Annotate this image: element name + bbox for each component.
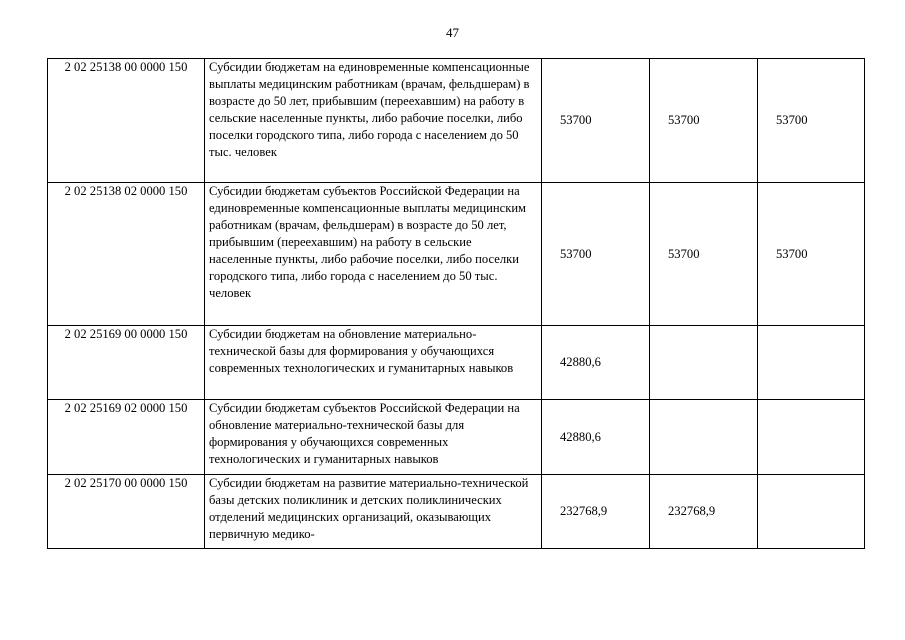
table-row <box>48 59 865 183</box>
amount-cell-1: 53700 <box>542 183 650 326</box>
amount-cell-3 <box>758 400 865 475</box>
table-row <box>48 400 865 475</box>
amount-cell-3: 53700 <box>758 183 865 326</box>
amount-cell-1: 232768,9 <box>542 475 650 549</box>
amount-cell-2: 53700 <box>650 183 758 326</box>
budget-code-cell: 2 02 25138 00 0000 150 <box>48 59 205 183</box>
budget-code-cell: 2 02 25138 02 0000 150 <box>48 183 205 326</box>
amount-cell-2 <box>650 326 758 400</box>
amount-cell-3 <box>758 475 865 549</box>
description-cell: Субсидии бюджетам субъектов Российской Федерации на обновление материально-технической базы для формирования у обучающихся современных технологических и гуманитарных навыков <box>205 400 542 475</box>
amount-cell-1: 42880,6 <box>542 400 650 475</box>
amount-cell-2 <box>650 400 758 475</box>
page-number: 47 <box>446 25 459 40</box>
amount-cell-1: 42880,6 <box>542 326 650 400</box>
description-cell: Субсидии бюджетам на единовременные компенсационные выплаты медицинским работникам (врачам, фельдшерам) в возрасте до 50 лет, прибывшим (переехавшим) на работу в сельские населенные пункты, либо рабочие поселки, либо поселки городского типа, либо города с населением до 50 тыс. человек <box>205 59 542 183</box>
amount-cell-3 <box>758 326 865 400</box>
table-row <box>48 183 865 326</box>
table-row <box>48 475 865 549</box>
budget-code-cell: 2 02 25169 00 0000 150 <box>48 326 205 400</box>
amount-cell-2: 53700 <box>650 59 758 183</box>
amount-cell-1: 53700 <box>542 59 650 183</box>
amount-cell-2: 232768,9 <box>650 475 758 549</box>
amount-cell-3: 53700 <box>758 59 865 183</box>
budget-code-cell: 2 02 25169 02 0000 150 <box>48 400 205 475</box>
budget-table <box>47 58 865 549</box>
description-cell: Субсидии бюджетам на развитие материально-технической базы детских поликлиник и детских поликлинических отделений медицинских организаций, оказывающих первичную медико- <box>205 475 542 549</box>
budget-code-cell: 2 02 25170 00 0000 150 <box>48 475 205 549</box>
description-cell: Субсидии бюджетам на обновление материально-технической базы для формирования у обучающихся современных технологических и гуманитарных навыков <box>205 326 542 400</box>
table-row <box>48 326 865 400</box>
description-cell: Субсидии бюджетам субъектов Российской Федерации на единовременные компенсационные выплаты медицинским работникам (врачам, фельдшерам) в возрасте до 50 лет, прибывшим (переехавшим) на работу в сельские населенные пункты, либо рабочие поселки, либо поселки городского типа, либо города с населением до 50 тыс. человек <box>205 183 542 326</box>
